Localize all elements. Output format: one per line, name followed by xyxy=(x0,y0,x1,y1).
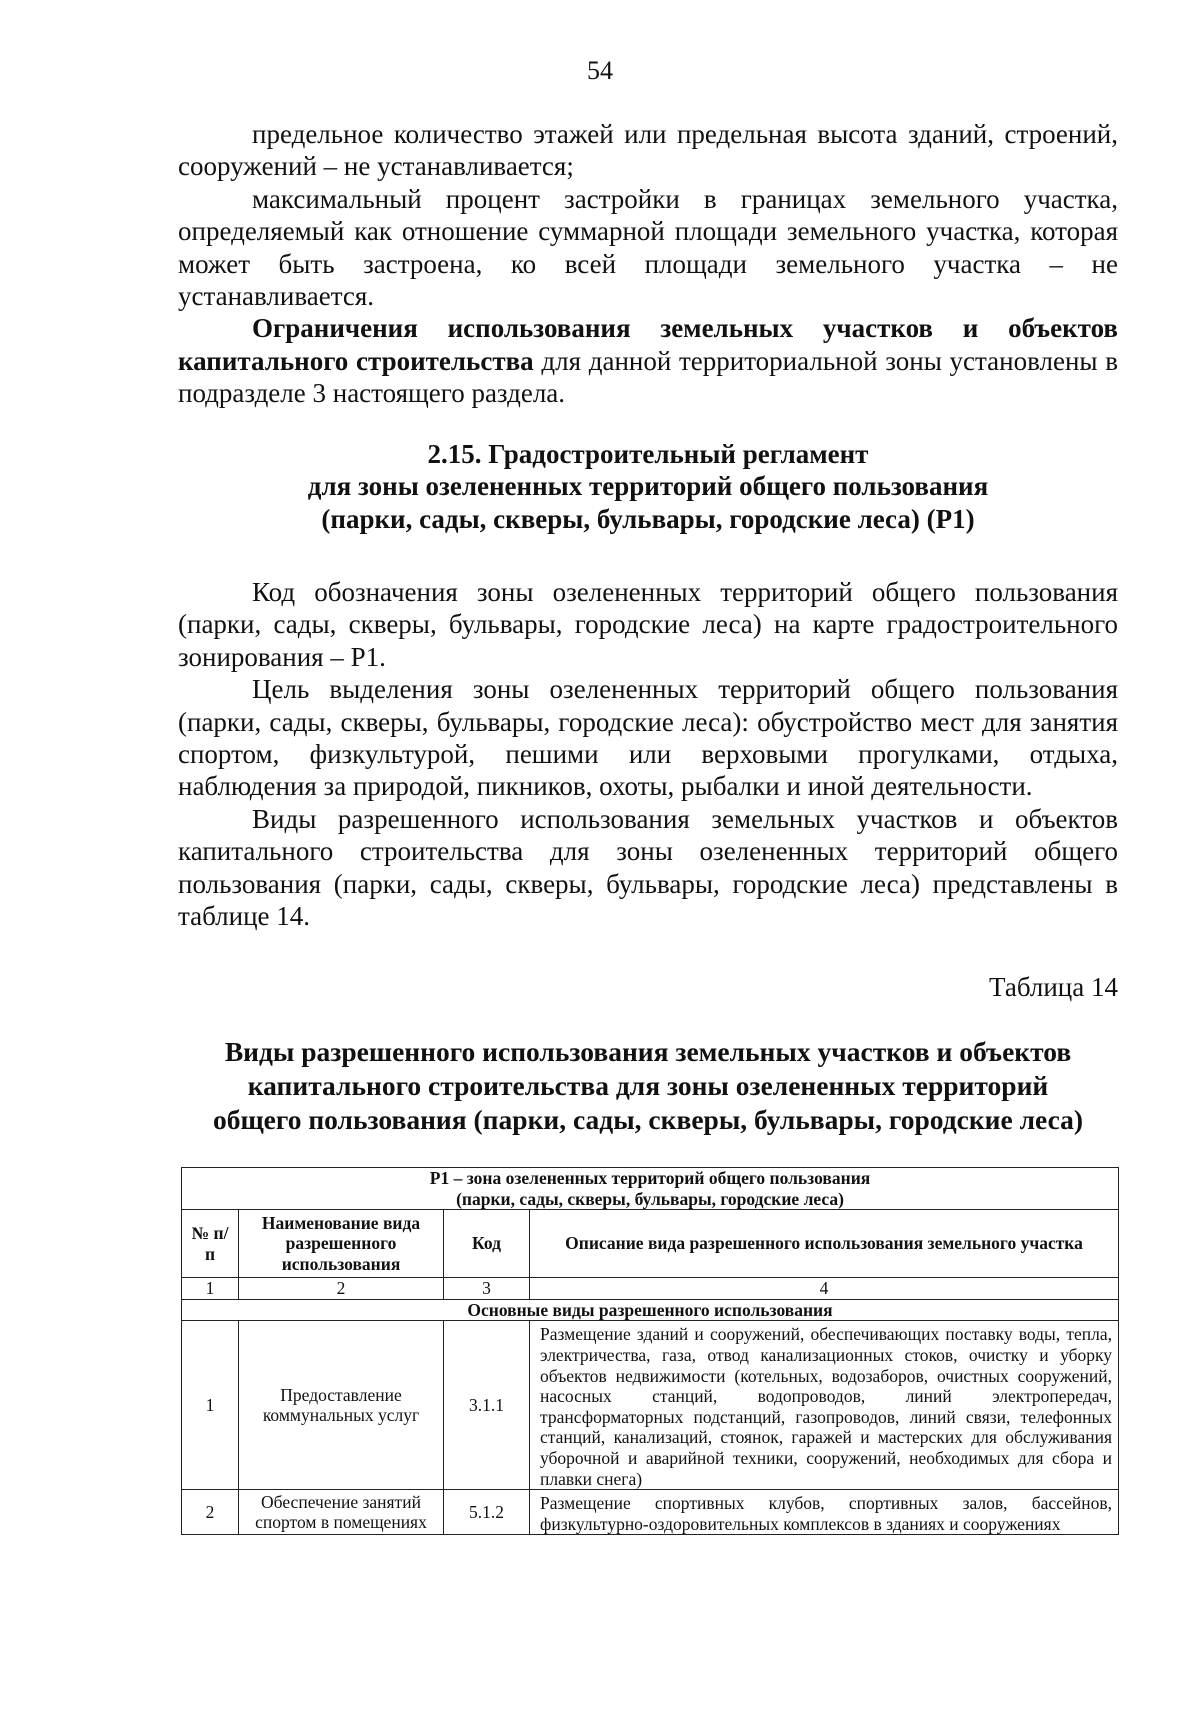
paragraph-zone-code: Код обозначения зоны озелененных территорий общего пользования (парки, сады, скверы, бульвары, городские леса) на карте градостроительного зонирования – Р1. xyxy=(178,577,1118,672)
row-name: Предоставление коммунальных услуг xyxy=(239,1321,444,1490)
section-heading-line3: (парки, сады, скверы, бульвары, городские леса) (Р1) xyxy=(321,503,975,534)
body-text xyxy=(178,576,1118,932)
col-number-2: 2 xyxy=(239,1278,444,1300)
table-column-numbers-row xyxy=(182,1278,1119,1300)
header-num: № п/п xyxy=(182,1210,239,1278)
paragraph-zone-purpose: Цель выделения зоны озелененных территорий общего пользования (парки, сады, скверы, бульвары, городские леса): обустройство мест для занятия спортом, физкультурой, пешими или верховыми прогулками, отдыха, наблюдения за природой, пикников, охоты, рыбалки и иной деятельности. xyxy=(178,674,1118,802)
section-heading-line1: 2.15. Градостроительный регламент xyxy=(427,439,869,469)
row-code: 3.1.1 xyxy=(444,1321,530,1490)
restrictions-bold: Ограничения использования земельных участков и объектов капитального строительства xyxy=(178,313,1118,376)
paragraph-restrictions xyxy=(178,312,1118,409)
restrictions-rest: для данной территориальной зоны установлены в подразделе 3 настоящего раздела. xyxy=(178,345,1118,409)
section-heading xyxy=(178,438,1118,535)
table-caption: Таблица 14 xyxy=(989,972,1118,1002)
col-number-3: 3 xyxy=(444,1278,530,1300)
col-number-1: 1 xyxy=(182,1278,239,1300)
table-row xyxy=(182,1321,1119,1490)
paragraph-floors: предельное количество этажей или предельная высота зданий, строений, сооружений – не устанавливается; xyxy=(178,119,1118,182)
table-header-row xyxy=(182,1210,1119,1278)
row-num: 1 xyxy=(182,1321,239,1490)
table-title xyxy=(178,1035,1118,1137)
header-code: Код xyxy=(444,1210,530,1278)
table-row xyxy=(182,1490,1119,1535)
section-main-uses: Основные виды разрешенного использования xyxy=(182,1299,1119,1321)
table-title-line2: капитального строительства для зоны озелененных территорий xyxy=(247,1070,1049,1101)
row-num: 2 xyxy=(182,1490,239,1535)
header-name: Наименование вида разрешенного использования xyxy=(239,1210,444,1278)
table-section-row xyxy=(182,1299,1119,1321)
row-desc: Размещение спортивных клубов, спортивных залов, бассейнов, физкультурно-оздоровительных комплексов в зданиях и сооружениях xyxy=(530,1490,1119,1535)
table-zone-header xyxy=(182,1168,1119,1210)
permitted-uses-table xyxy=(181,1167,1119,1535)
header-desc: Описание вида разрешенного использования земельного участка xyxy=(530,1210,1119,1278)
table-title-line3: общего пользования (парки, сады, скверы, бульвары, городские леса) xyxy=(212,1104,1084,1135)
row-code: 5.1.2 xyxy=(444,1490,530,1535)
row-desc: Размещение зданий и сооружений, обеспечивающих поставку воды, тепла, электричества, газа, отвод канализационных стоков, очистку и уборку объектов недвижимости (котельных, водозаборов, очистных сооружений, насосных станций, водопроводов, линий электропередач, трансформаторных подстанций, газопроводов, линий связи, телефонных станций, канализаций, стоянок, гаражей и мастерских для обслуживания уборочной и аварийной техники, сооружений, необходимых для сбора и плавки снега) xyxy=(530,1321,1119,1490)
table-title-line1: Виды разрешенного использования земельных участков и объектов xyxy=(224,1036,1072,1067)
intro-text xyxy=(178,118,1118,410)
section-heading-line2: для зоны озелененных территорий общего пользования xyxy=(307,471,989,502)
zone-header-line2: (парки, сады, скверы, бульвары, городские леса) xyxy=(456,1188,844,1209)
row-name: Обеспечение занятий спортом в помещениях xyxy=(239,1490,444,1535)
zone-header-line1: Р1 – зона озелененных территорий общего пользования xyxy=(429,1168,871,1188)
table-zone-row xyxy=(182,1168,1119,1210)
col-number-4: 4 xyxy=(530,1278,1119,1300)
paragraph-build-percent: максимальный процент застройки в границах земельного участка, определяемый как отношение суммарной площади земельного участка, которая может быть застроена, ко всей площади земельного участка – не устанавливается. xyxy=(178,183,1118,312)
page-number: 54 xyxy=(587,56,613,85)
paragraph-permitted-uses: Виды разрешенного использования земельных участков и объектов капитального строительства для зоны озелененных территорий общего пользования (парки, сады, скверы, бульвары, городские леса) представлены в таблице 14. xyxy=(178,803,1118,932)
